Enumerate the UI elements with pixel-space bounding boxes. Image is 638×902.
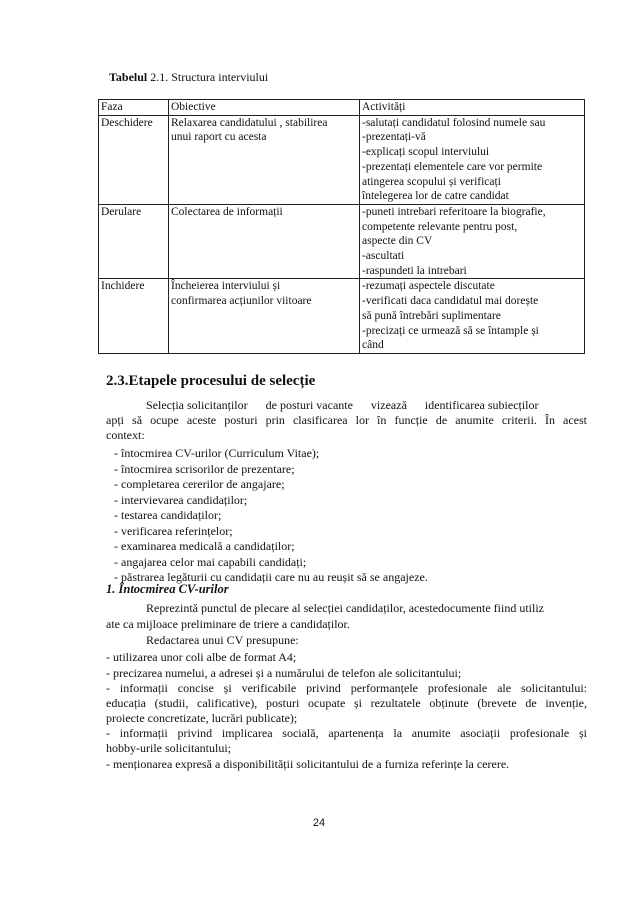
phase-cell: Inchidere bbox=[99, 279, 169, 354]
objective-cell bbox=[169, 279, 360, 354]
cell-line: -rezumați aspectele discutate bbox=[362, 280, 495, 293]
activities-cell bbox=[360, 115, 585, 204]
table-header-row bbox=[99, 100, 585, 116]
list-item: - verificarea referințelor; bbox=[114, 523, 233, 538]
list-item: - completarea cererilor de angajare; bbox=[114, 477, 285, 491]
subsection-title: 1. Întocmirea CV-urilor bbox=[106, 582, 229, 596]
cv-item: educația (studii, calificative), posturi ocupate și rezultatele obținute (brevete de invenție, bbox=[106, 696, 587, 710]
cv-item: - menționarea expresă a disponibilității solicitantului de a furniza referințe la cerere. bbox=[106, 757, 510, 771]
list-item: - testarea candidaților; bbox=[114, 508, 222, 522]
header-cell: Faza bbox=[99, 100, 169, 116]
header-cell: Activități bbox=[360, 100, 585, 116]
cell-line: Relaxarea candidatului , stabilirea bbox=[171, 116, 328, 129]
section-title: 2.3.Etapele procesului de selecție bbox=[106, 373, 316, 389]
phase-cell: Deschidere bbox=[99, 115, 169, 204]
list-item: - întocmirea scrisorilor de prezentare; bbox=[114, 461, 295, 476]
table-caption-text: 2.1. Structura interviului bbox=[147, 70, 269, 84]
cv-item: - precizarea numelui, a adresei și a numărului de telefon ale solicitantului; bbox=[106, 666, 462, 680]
table-row bbox=[99, 279, 585, 354]
list-item: - păstrarea legăturii cu candidații care nu au reușit să se angajeze. bbox=[114, 570, 428, 584]
cell-line: -puneti intrebari referitoare la biografie, bbox=[362, 205, 546, 218]
cell-line: confirmarea acțiunilor viitoare bbox=[171, 295, 312, 308]
cv-item: - informații privind implicarea socială, apartenența la anumite asociații profesionale și bbox=[106, 726, 587, 740]
cell-line: -explicați scopul interviului bbox=[362, 146, 490, 159]
objective-cell bbox=[169, 115, 360, 204]
list-item: - examinarea medicală a candidaților; bbox=[114, 539, 295, 553]
cell-line: -ascultati bbox=[362, 250, 405, 263]
cv-item: - utilizarea unor coli albe de format A4; bbox=[106, 650, 297, 664]
cell-line: -precizați ce urmează să se întample și bbox=[362, 324, 539, 337]
intro-line: Selecția solicitanților de posturi vacante vizează identificarea subiecților bbox=[146, 398, 539, 412]
interview-structure-table bbox=[98, 99, 585, 354]
table-caption-label: Tabelul bbox=[109, 70, 148, 84]
cell-line: -prezentați-vă bbox=[362, 131, 426, 144]
cell-line: să pună întrebări suplimentare bbox=[362, 309, 501, 322]
header-cell: Obiective bbox=[169, 100, 360, 116]
cell-line: când bbox=[362, 339, 384, 352]
cell-line: unui raport cu acesta bbox=[171, 131, 267, 144]
table-caption bbox=[109, 70, 268, 85]
intro-line: apți să ocupe aceste posturi prin clasificarea lor în funcție de anumite criterii. În acest bbox=[106, 413, 587, 427]
intro-line: context: bbox=[106, 428, 145, 442]
objective-cell bbox=[169, 204, 360, 279]
paragraph-line: Reprezintă punctul de plecare al selecției candidaților, acestedocumente fiind utiliz bbox=[146, 601, 545, 615]
selection-steps-list bbox=[114, 446, 428, 586]
list-item: - întocmirea CV-urilor (Curriculum Vitae); bbox=[114, 446, 320, 460]
cell-line: întelegerea lor de catre candidat bbox=[362, 190, 509, 203]
cv-item: proiecte concretizate, lucrări publicate); bbox=[106, 711, 298, 725]
cell-line: -verificati daca candidatul mai dorește bbox=[362, 295, 539, 308]
paragraph-line: ate ca mijloace preliminare de triere a candidaților. bbox=[106, 617, 350, 631]
phase-cell: Derulare bbox=[99, 204, 169, 279]
list-item: - intervievarea candidaților; bbox=[114, 492, 248, 507]
list-item: - angajarea celor mai capabili candidați; bbox=[114, 554, 307, 569]
cell-line: atingerea scopului și verificați bbox=[362, 175, 501, 188]
cell-line: -raspundeti la intrebari bbox=[362, 264, 467, 277]
activities-cell bbox=[360, 204, 585, 279]
cell-line: Încheierea interviului și bbox=[171, 280, 281, 293]
activities-cell bbox=[360, 279, 585, 354]
page-number: 24 bbox=[312, 817, 326, 829]
cell-line: Colectarea de informații bbox=[171, 205, 283, 218]
cv-item: hobby-urile solicitantului; bbox=[106, 741, 231, 755]
cv-item: - informații concise și verificabile privind performanțele profesionale ale solicitantului: bbox=[106, 681, 587, 695]
cell-line: competente relevante pentru post, bbox=[362, 220, 518, 233]
paragraph-line: Redactarea unui CV presupune: bbox=[146, 633, 299, 647]
cell-line: aspecte din CV bbox=[362, 235, 433, 248]
table-row bbox=[99, 204, 585, 279]
table-row bbox=[99, 115, 585, 204]
cell-line: -salutați candidatul folosind numele sau bbox=[362, 116, 546, 129]
cell-line: -prezentați elementele care vor permite bbox=[362, 160, 543, 173]
